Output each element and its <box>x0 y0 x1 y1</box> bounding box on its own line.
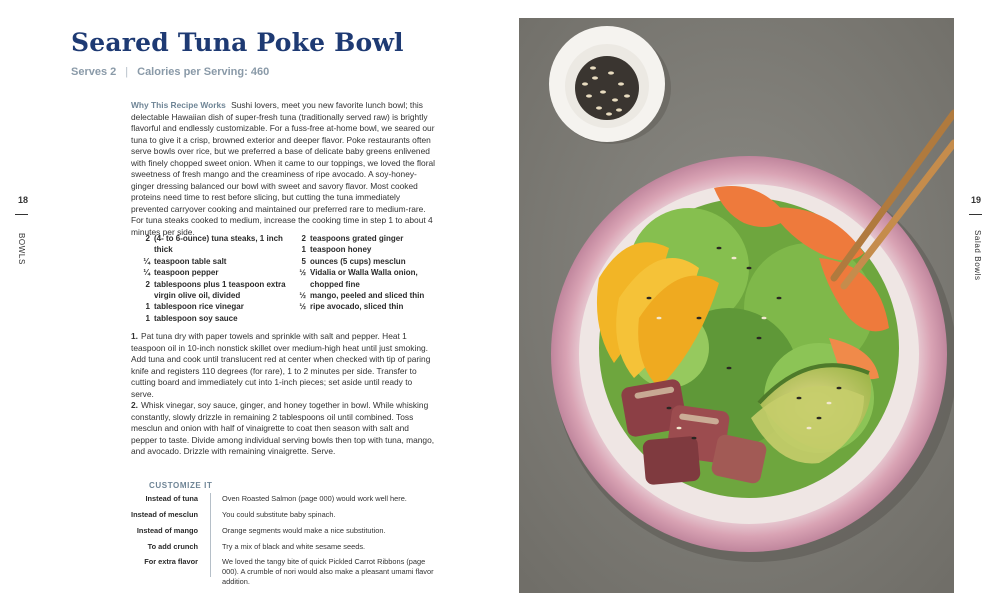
ingredient-qty: ½ <box>299 291 306 301</box>
section-label-left: BOWLS <box>17 233 26 265</box>
ingredient-item <box>138 301 288 312</box>
ingredient-item <box>138 233 288 256</box>
page-number-rule-right <box>969 214 982 215</box>
customize-label: To add crunch <box>147 542 198 551</box>
ingredient-text: tablespoon rice vinegar <box>154 302 244 312</box>
ingredient-text: teaspoon pepper <box>154 268 219 278</box>
page-number-right: 19 <box>971 195 982 205</box>
ingredient-item <box>138 279 288 302</box>
ingredient-qty: 2 <box>145 279 150 289</box>
ingredient-qty: 1 <box>301 245 306 255</box>
ingredient-column-left <box>138 233 288 324</box>
customize-text: Orange segments would make a nice substitution. <box>222 526 386 535</box>
ingredient-text: teaspoons grated ginger <box>310 234 404 243</box>
ingredient-qty: ½ <box>299 268 306 278</box>
serves-label: Serves 2 <box>71 66 117 78</box>
ingredient-text: (4- to 6-ounce) tuna steaks, 1 inch thick <box>154 234 283 255</box>
ingredient-qty: 2 <box>301 234 306 243</box>
section-label-right: Salad Bowls <box>973 230 982 281</box>
why-heading: Why This Recipe Works <box>131 100 226 110</box>
recipe-meta <box>71 66 269 78</box>
step-1 <box>131 331 436 401</box>
ingredient-qty: 2 <box>145 234 150 243</box>
page-number-left: 18 <box>18 195 29 205</box>
ingredient-text: ripe avocado, sliced thin <box>310 302 404 312</box>
step-2 <box>131 400 436 458</box>
meta-divider: | <box>125 66 129 78</box>
customize-text: You could substitute baby spinach. <box>222 510 336 519</box>
ingredient-item <box>294 256 434 267</box>
ingredient-item <box>294 233 434 244</box>
customize-label: For extra flavor <box>144 557 198 566</box>
customize-divider <box>210 493 211 577</box>
ingredient-text: mango, peeled and sliced thin <box>310 291 425 301</box>
customize-text: Oven Roasted Salmon (page 000) would work well here. <box>222 494 407 503</box>
ingredient-item <box>294 290 434 301</box>
ingredient-item <box>294 244 434 255</box>
ingredient-text: tablespoon soy sauce <box>154 313 238 323</box>
ingredient-item <box>138 256 288 267</box>
ingredient-qty: ¼ <box>143 268 150 278</box>
customize-heading: CUSTOMIZE IT <box>149 481 213 490</box>
ingredient-item <box>138 313 288 324</box>
step-text: Whisk vinegar, soy sauce, ginger, and honey together in bowl. While whisking constantly, slowly drizzle in remaining 2 tablespoons oil until combined. Toss mesclun and onion with half of vinaigrette to coat then season with salt and pepper to taste. Divide among individual serving bowls then top with tuna, mango, and avocado. Drizzle with remaining vinaigrette. Serve. <box>131 400 435 457</box>
ingredient-qty: 1 <box>145 313 150 323</box>
recipe-intro <box>131 100 436 238</box>
ingredient-column-right <box>294 233 434 313</box>
calories-label: Calories per Serving: 460 <box>137 66 270 78</box>
ingredient-qty: 1 <box>145 302 150 312</box>
ingredient-qty: 5 <box>301 256 306 266</box>
ingredient-text: ounces (5 cups) mesclun <box>310 256 406 266</box>
ingredient-item <box>138 267 288 278</box>
ingredient-text: teaspoon table salt <box>154 256 227 266</box>
why-text: Sushi lovers, meet you new favorite lunch bowl; this delectable Hawaiian dish of super-fresh tuna (traditionally served raw) is brightly flavorful and endlessly customizable. For a fuss-free at-home bowl, we seared our tuna to give it a crisp, browned exterior and deeper flavor. Poke restaurants often serve bowls over rice, but we preferred a base of delicate baby greens enlivened with finely chopped sweet onion. When it came to our toppings, we loved the floral sweetness of fresh mango and the creaminess of ripe avocado. A soy-honey-ginger dressing balanced our bowl with sweet and savory flavor. Most cooked proteins need time to rest before slicing, but cutting the tuna immediately prevented carryover cooking and maintained our preferred rare to medium-rare. For tuna steaks cooked to medium, increase the cooking time in step 1 to about 4 minutes per side. <box>131 100 435 237</box>
step-text: Pat tuna dry with paper towels and sprinkle with salt and pepper. Heat 1 teaspoon oil in 10-inch nonstick skillet over medium-high heat until just smoking. Add tuna and cook until translucent red at center when checked with tip of paring knife and registers 110 degrees (for rare), 1 to 2 minutes per side. Transfer to cutting board and immediately cut into 1-inch pieces; set aside until ready to serve. <box>131 331 431 399</box>
step-number: 2. <box>131 400 138 410</box>
customize-label: Instead of mango <box>136 526 198 535</box>
customize-text: We loved the tangy bite of quick Pickled Carrot Ribbons (page 000). A crumble of nori would also make a pleasant umami flavor addition. <box>222 557 434 586</box>
customize-text: Try a mix of black and white sesame seeds. <box>222 542 366 551</box>
ingredient-text: Vidalia or Walla Walla onion, chopped fine <box>310 268 418 289</box>
ingredient-text: teaspoon honey <box>310 245 372 255</box>
poke-bowl-photo <box>519 18 954 593</box>
customize-label: Instead of tuna <box>145 494 198 503</box>
step-number: 1. <box>131 331 138 341</box>
ingredient-text: tablespoons plus 1 teaspoon extra virgin olive oil, divided <box>154 279 286 301</box>
ingredient-item <box>294 267 434 290</box>
ingredient-qty: ¼ <box>143 256 150 266</box>
customize-label: Instead of mesclun <box>131 510 198 519</box>
ingredient-item <box>294 301 434 312</box>
recipe-title: Seared Tuna Poke Bowl <box>71 28 404 57</box>
ingredient-qty: ½ <box>299 302 306 312</box>
page-number-rule-left <box>15 214 28 215</box>
